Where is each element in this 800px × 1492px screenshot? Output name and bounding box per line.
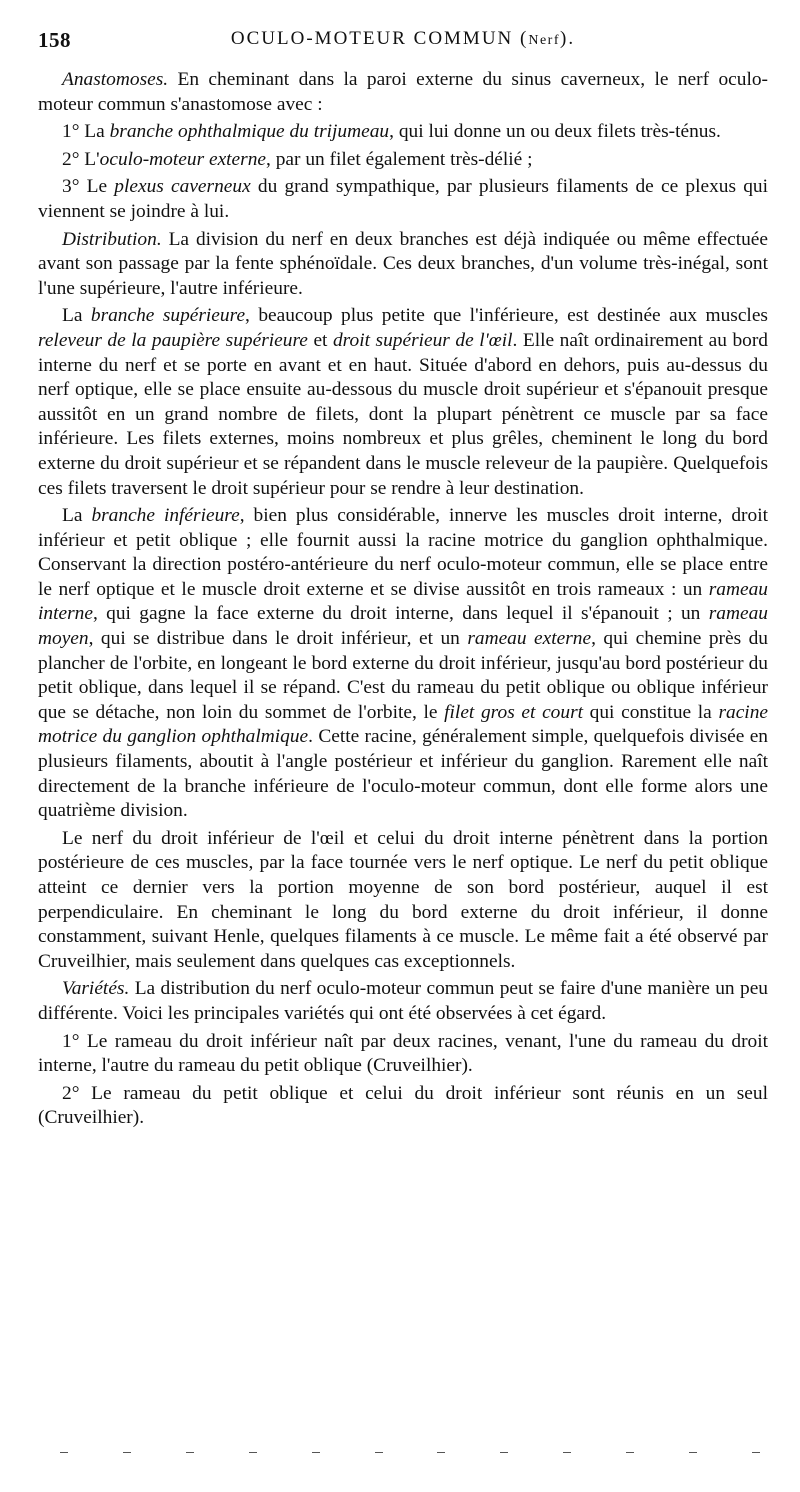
dash-mark xyxy=(626,1452,634,1453)
running-title-small-caps: Nerf xyxy=(528,33,561,48)
text-run: du grand sympathique, par plusieurs filaments de ce plexus qui viennent se joindre à lui. xyxy=(38,176,768,222)
dash-mark xyxy=(60,1452,68,1453)
dash-mark xyxy=(375,1452,383,1453)
section-lead-varietes: Variétés. xyxy=(62,978,130,1000)
italic-term: racine motrice du ganglion ophthalmique xyxy=(38,701,768,748)
running-header xyxy=(38,28,768,54)
text-run: La xyxy=(62,505,92,527)
dash-mark xyxy=(689,1452,697,1453)
paragraph-varietes xyxy=(38,977,768,1026)
text-run: En cheminant dans la paroi externe du sinus caverneux, le nerf oculo-moteur commun s'anastomose avec : xyxy=(38,69,768,115)
dash-mark xyxy=(312,1452,320,1453)
italic-term: releveur de la paupière supérieure xyxy=(38,329,308,351)
text-run: , par un filet également très-délié ; xyxy=(266,148,533,170)
italic-term: plexus caverneux xyxy=(114,176,251,198)
paragraph-item-3 xyxy=(38,175,768,224)
text-run: 2° L' xyxy=(62,148,100,170)
dash-mark xyxy=(752,1452,760,1453)
italic-term: oculo-moteur externe xyxy=(99,148,267,170)
text-run: et xyxy=(307,329,333,351)
text-run: La distribution du nerf oculo-moteur commun peut se faire d'une manière un peu différente. Voici les principales variétés qui ont été observées à cet égard. xyxy=(38,978,768,1024)
book-page xyxy=(38,28,768,1134)
paragraph-branche-superieure xyxy=(38,304,768,501)
running-title-main: OCULO-MOTEUR COMMUN ( xyxy=(230,28,529,49)
text-run: , qui se distribue dans le droit inférieur, et un xyxy=(88,628,468,650)
text-run: 2° Le rameau du petit oblique et celui du droit inférieur sont réunis en un seul (Cruveilhier). xyxy=(38,1082,768,1129)
paragraph-distribution xyxy=(38,228,768,302)
body-text xyxy=(38,68,768,1131)
text-run: 1° Le rameau du droit inférieur naît par deux racines, venant, l'une du rameau du droit interne, l'autre du rameau du petit oblique (Cruveilhier). xyxy=(38,1030,768,1077)
dash-mark xyxy=(249,1452,257,1453)
text-run: , bien plus considérable, innerve les muscles droit interne, droit inférieur et petit oblique ; elle fournit aussi la racine motrice du ganglion ophthalmique. Conservant la direction postéro-antérieure du nerf oculo-moteur commun, elle se place entre le nerf optique et le muscle droit externe et se divise aussitôt en trois rameaux : un xyxy=(38,505,768,600)
text-run: , qui lui donne un ou deux filets très-ténus. xyxy=(389,121,721,143)
paragraph-item-2 xyxy=(38,148,768,173)
section-lead-distribution: Distribution. xyxy=(62,228,162,250)
text-run: 1° La xyxy=(62,121,110,143)
paragraph-nerf-droit-inferieur xyxy=(38,827,768,975)
italic-term: branche inférieure xyxy=(91,505,240,527)
italic-term: rameau externe xyxy=(467,628,592,650)
text-run: 3° Le xyxy=(62,176,115,198)
section-lead-anastomoses: Anastomoses. xyxy=(62,69,169,90)
running-title-end: ). xyxy=(560,28,576,49)
text-run: , qui gagne la face externe du droit interne, dans lequel il s'épanouit ; un xyxy=(92,603,709,625)
dash-mark xyxy=(500,1452,508,1453)
italic-term: branche ophthalmique du trijumeau xyxy=(109,121,390,143)
italic-term: rameau moyen xyxy=(38,603,768,650)
text-run: La division du nerf en deux branches est déjà indiquée ou même effectuée avant son passage par la fente sphénoïdale. Ces deux branches, d'un volume très-inégal, sont l'une supérieure, l'autre inférieure. xyxy=(38,228,768,299)
running-title xyxy=(38,28,768,50)
dash-mark xyxy=(563,1452,571,1453)
paragraph-variete-1 xyxy=(38,1030,768,1079)
dash-mark xyxy=(186,1452,194,1453)
paragraph-item-1 xyxy=(38,120,768,145)
text-run: qui constitue la xyxy=(583,701,719,723)
text-run: . Elle naît ordinairement au bord interne du nerf et se porte en avant et en haut. Située d'abord en dehors, puis au-dessus du nerf optique, elle se place ensuite au-dessous du muscle droit supérieur et s'épanouit presque aussitôt en un grand nombre de filets, dont la plupart pénètrent ce muscle par sa face inférieure. Les filets externes, moins nombreux et plus grêles, cheminent le long du bord externe du droit supérieur et se répandent dans le muscle releveur de la paupière. Quelquefois ces filets traversent le droit supérieur pour se rendre à leur destination. xyxy=(38,329,768,499)
footer-rule-marks xyxy=(60,1452,760,1456)
italic-term: droit supérieur de l'œil xyxy=(332,329,513,351)
paragraph-branche-inferieure xyxy=(38,504,768,824)
paragraph-variete-2 xyxy=(38,1082,768,1131)
italic-term: rameau interne xyxy=(38,578,768,625)
text-run: . Cette racine, généralement simple, quelquefois divisée en plusieurs filaments, aboutit à l'angle postérieur et inférieur du ganglion. Rarement elle naît directement de la branche inférieure de l'oculo-moteur commun, dont elle forme alors une quatrième division. xyxy=(38,726,768,822)
text-run: , beaucoup plus petite que l'inférieure, est destinée aux muscles xyxy=(245,305,768,327)
dash-mark xyxy=(123,1452,131,1453)
italic-term: branche supérieure xyxy=(90,305,246,327)
page-number: 158 xyxy=(38,28,71,52)
text-run: Le nerf du droit inférieur de l'œil et celui du droit interne pénètrent dans la portion postérieure de ces muscles, par la face tournée vers le nerf optique. Le nerf du petit oblique atteint ce dernier vers la portion moyenne de son bord postérieur, auquel il est perpendiculaire. En cheminant le long du bord externe du droit inférieur, il donne constamment, suivant Henle, quelques filaments à ce muscle. Le même fait a été observé par Cruveilhier, mais seulement dans quelques cas exceptionnels. xyxy=(38,827,768,972)
text-run: La xyxy=(62,305,91,327)
text-run: , qui chemine près du plancher de l'orbite, en longeant le bord externe du droit inférieur, jusqu'au bord postérieur du petit oblique, dans lequel il se répand. C'est du rameau du petit oblique ou oblique inférieur que se détache, non loin du sommet de l'orbite, le xyxy=(38,628,768,723)
italic-term: filet gros et court xyxy=(444,701,583,723)
paragraph-anastomoses xyxy=(38,68,768,117)
dash-mark xyxy=(437,1452,445,1453)
